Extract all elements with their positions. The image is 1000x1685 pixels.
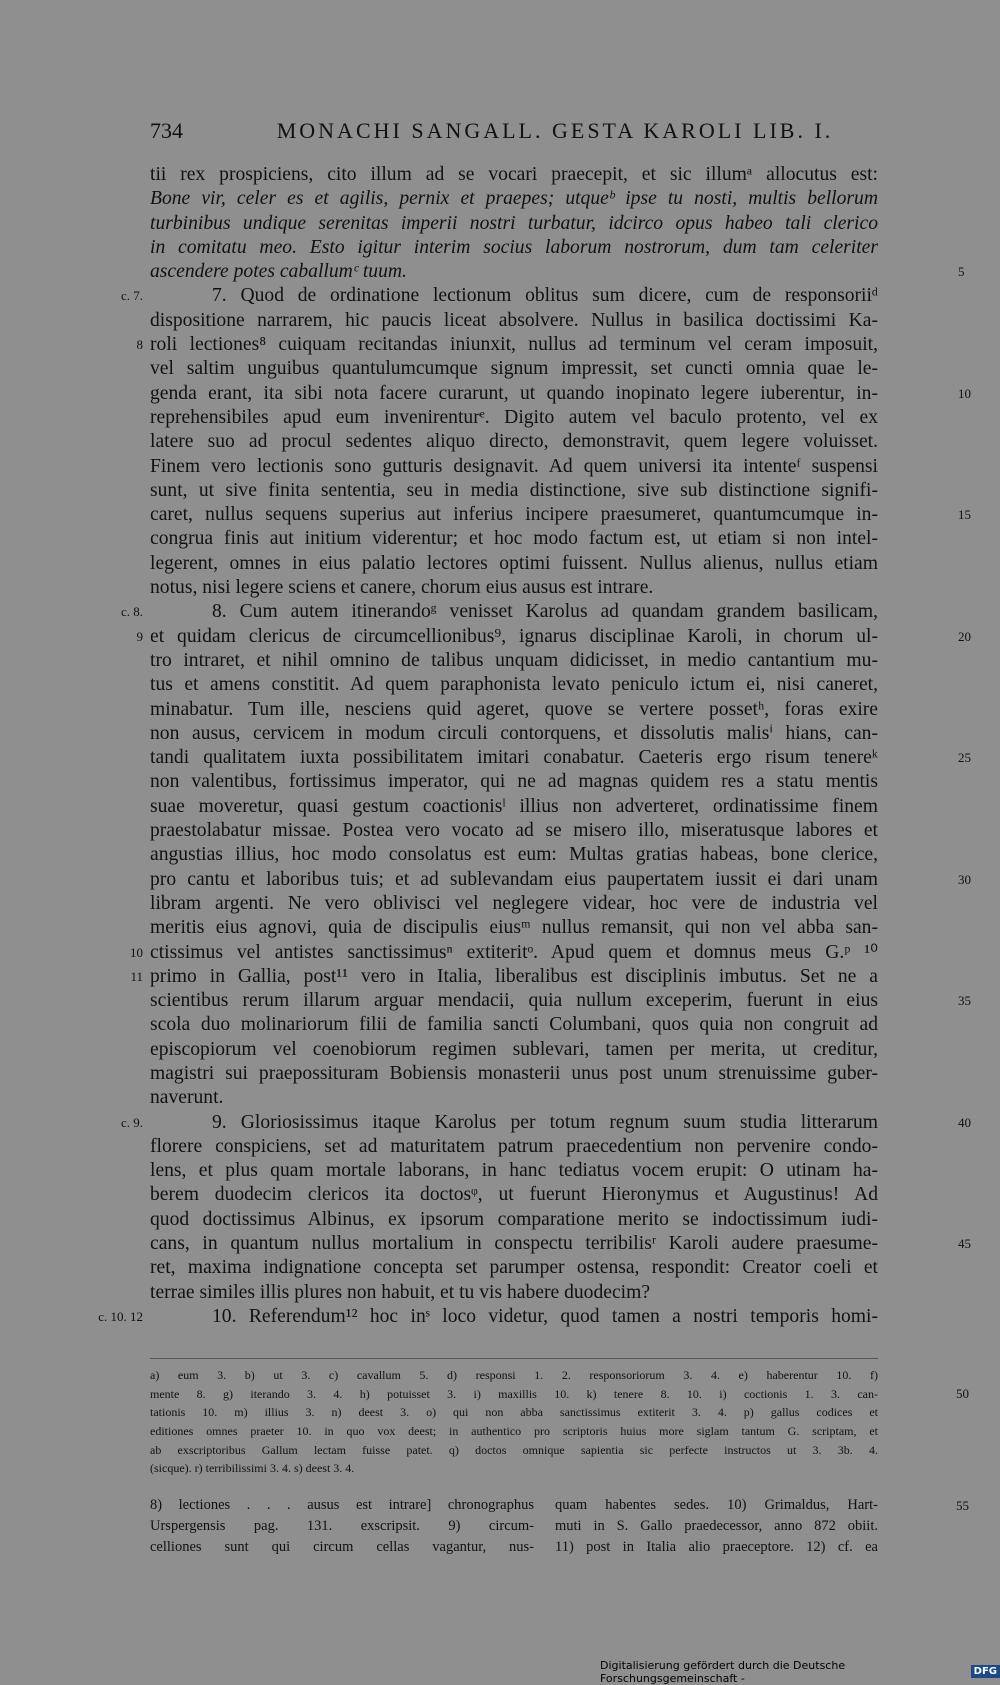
- text-line: [150, 430, 960, 454]
- running-title: MONACHI SANGALL. GESTA KAROLI LIB. I.: [276, 118, 834, 143]
- line-number: 55: [956, 1498, 969, 1513]
- line-number: 25: [958, 750, 971, 766]
- note-left-column: 8) lectiones . . . ausus est intrare] chronographus: [150, 1497, 534, 1513]
- line-text: tandi qualitatem iuxta possibilitatem imitari conabatur. Caeteris ergo risum tenereᵏ: [150, 747, 878, 769]
- footer-text: Digitalisierung gefördert durch die Deutsche Forschungsgemeinschaft -: [600, 1658, 846, 1685]
- line-text: caret, nullus sequens superius aut inferius incipere praesumeret, quantumcumque in-: [150, 504, 878, 526]
- text-line: [150, 309, 960, 333]
- text-line: [150, 1086, 960, 1110]
- footnote-line: [150, 1422, 950, 1441]
- line-text: suae moveretur, quasi gestum coactionisˡ illius non adverteret, ordinatissime finem: [150, 795, 878, 817]
- text-line: [150, 382, 971, 406]
- text-line: [150, 455, 960, 479]
- footnote-divider: [150, 1358, 878, 1359]
- left-margin-note: c. 10. 12: [98, 1308, 143, 1324]
- note-left-column: celliones sunt qui circum cellas vagantur, nus-: [150, 1539, 534, 1555]
- text-line: [150, 1135, 960, 1159]
- line-text: tii rex prospiciens, cito illum ad se vocari praecepit, et sic illumᵃ allocutus est:: [150, 164, 878, 185]
- text-line: [150, 212, 960, 236]
- line-text: scientibus rerum illarum arguar mendacii, quia nullum exceperim, fuerunt in eius: [150, 990, 878, 1012]
- dfg-logo: DFG: [971, 1665, 1000, 1678]
- text-line: [150, 1183, 960, 1207]
- line-text: non ausus, cervicem in modum circuli contorquens, et dissolutis malisⁱ hians, can-: [150, 722, 878, 744]
- footnote-line: [150, 1459, 950, 1478]
- line-number: 35: [958, 993, 971, 1009]
- line-text: libram argenti. Ne vero oblivisci vel neglegere videar, hoc vere de industria vel: [150, 892, 878, 914]
- text-line: [150, 1038, 960, 1062]
- editorial-notes: [150, 1495, 969, 1558]
- line-text: 8. Cum autem itinerandoᵍ venisset Karolus ad quandam grandem basilicam,: [212, 601, 878, 623]
- text-line: [150, 503, 971, 527]
- line-text: notus, nisi legere sciens et canere, chorum eius ausus est intrare.: [150, 577, 654, 599]
- text-line: [150, 1256, 960, 1280]
- line-text: primo in Gallia, post¹¹ vero in Italia, liberalibus est disciplinis imbutus. Set ne a: [150, 965, 878, 987]
- line-text: terrae similes illis plures non habuit, et tu vis habere duodecim?: [150, 1281, 651, 1303]
- line-text: Bone vir, celer es et agilis, pernix et praepes; utqueᵇ ipse tu nosti, multis bellorum: [150, 188, 878, 210]
- text-line: [150, 649, 960, 673]
- text-line: [150, 236, 960, 260]
- note-left-column: Urspergensis pag. 131. exscripsit. 9) circum-: [150, 1518, 534, 1534]
- text-line: [130, 941, 960, 965]
- line-text: legerent, omnes in eius palatio lectores optimi fuissent. Nullus alienus, nullus etiam: [150, 552, 878, 574]
- text-line: [98, 1305, 960, 1329]
- note-right-column: quam habentes sedes. 10) Grimaldus, Hart-: [555, 1497, 878, 1513]
- text-line: [150, 916, 960, 940]
- text-line: [150, 819, 960, 843]
- text-line: [136, 625, 971, 649]
- text-line: [150, 1281, 960, 1305]
- line-text: lens, et plus quam mortale laborans, in hanc tediatus vocem erupit: O utinam ha-: [150, 1160, 878, 1182]
- line-text: florere conspiciens, set ad maturitatem patrum praecedentium non pervenire condo-: [150, 1135, 878, 1157]
- line-text: congrua finis aut initium viderentur; et hoc modo factum est, ut etiam si non intel-: [150, 528, 878, 550]
- line-number: 50: [956, 1385, 969, 1401]
- text-line: [150, 260, 965, 284]
- text-line: [150, 406, 960, 430]
- text-line: [120, 600, 960, 624]
- line-text: latere suo ad procul sedentes aliquo directo, demonstravit, quem legere voluisset.: [150, 431, 878, 453]
- text-line: [150, 527, 960, 551]
- line-text: ctissimus vel antistes sanctissimusⁿ extiteritᵒ. Apud quem et domnus meus G.ᵖ ¹⁰: [150, 941, 878, 963]
- line-number: 5: [958, 264, 965, 280]
- line-text: episcopiorum vel coenobiorum regimen sublevari, tamen per merita, ut creditur,: [150, 1038, 878, 1060]
- note-row: [150, 1516, 950, 1537]
- line-text: mente 8. g) iterando 3. 4. h) potuisset 3. i) maxillis 10. k) tenere 8. 10. i) coctionis 1. 3. can-: [150, 1386, 878, 1401]
- line-text: naverunt.: [150, 1087, 224, 1109]
- line-text: tus et amens constitit. Ad quem paraphonista levato peniculo ictum ei, nisi caneret,: [150, 674, 878, 696]
- text-line: [150, 1159, 960, 1183]
- text-line: [120, 284, 960, 308]
- line-text: sunt, ut sive finita sententia, seu in media distinctione, sive sub distinctione signifi-: [150, 479, 878, 501]
- line-text: et quidam clericus de circumcellionibus⁹, ignarus disciplinae Karoli, in chorum ul-: [150, 625, 878, 647]
- line-text: (sicque). r) terribilissimi 3. 4. s) deest 3. 4.: [150, 1461, 355, 1476]
- text-line: [150, 989, 971, 1013]
- text-line: [150, 1013, 960, 1037]
- text-line: [150, 1208, 960, 1232]
- line-text: dispositione narrarem, hic paucis liceat absolvere. Nullus in basilica doctissimi Ka-: [150, 309, 878, 331]
- text-line: [150, 357, 960, 381]
- text-line: [150, 698, 960, 722]
- line-number: 40: [958, 1114, 971, 1130]
- line-text: ab exscriptoribus Gallum lectam fuisse patet. q) doctos omnique sapientia sic perfecte instructos ut 3. 3b. 4.: [150, 1442, 878, 1457]
- line-text: in comitatu meo. Esto igitur interim socius laborum nostrorum, dum tam celeriter: [150, 236, 878, 258]
- left-margin-note: 8: [136, 337, 143, 353]
- text-line: [130, 965, 960, 989]
- text-line: [150, 576, 960, 600]
- line-text: 10. Referendum¹² hoc inˢ loco videtur, quod tamen a nostri temporis homi-: [212, 1305, 878, 1327]
- text-line: [150, 892, 960, 916]
- text-line: [150, 746, 971, 770]
- page-number: 734: [150, 118, 183, 143]
- note-right-column: muti in S. Gallo praedecessor, anno 872 obiit.: [555, 1518, 878, 1534]
- left-margin-note: c. 8.: [120, 604, 143, 620]
- text-line: [150, 479, 960, 503]
- text-line: [150, 187, 960, 211]
- critical-apparatus: [150, 1366, 969, 1478]
- line-text: scola duo molinariorum filii de familia sancti Columbani, quos quia non congruit ad: [150, 1014, 878, 1036]
- line-number: 20: [958, 628, 971, 644]
- text-line: [150, 722, 960, 746]
- footnote-line: [150, 1403, 950, 1422]
- text-line: [136, 333, 960, 357]
- text-line: [150, 1232, 971, 1256]
- line-text: angustias illius, hoc modo consolatus est eum: Multas gratias habeas, bone clerice,: [150, 844, 878, 866]
- line-text: editiones omnes praeter 10. in quo vox deest; in authentico pro scriptoris huius more siglam tantum G. scriptam, et: [150, 1424, 878, 1439]
- left-margin-note: 11: [130, 968, 143, 984]
- line-text: vel saltim unguibus quantulumcumque signum impressit, set cuncti omnia quae le-: [150, 358, 878, 380]
- line-text: quod doctissimus Albinus, ex ipsorum comparatione merito se indoctissimum iudi-: [150, 1208, 878, 1230]
- text-line: [150, 552, 960, 576]
- text-line: [150, 868, 971, 892]
- line-text: a) eum 3. b) ut 3. c) cavallum 5. d) responsi 1. 2. responsoriorum 3. 4. e) haberentur 10. f): [150, 1368, 878, 1382]
- line-text: Finem vero lectionis sono gutturis designavit. Ad quem universi ita intenteᶠ suspensi: [150, 455, 878, 477]
- note-row: [150, 1537, 950, 1558]
- line-text: ascendere potes caballumᶜ tuum.: [150, 261, 407, 283]
- line-text: cans, in quantum nullus mortalium in conspectu terribilisʳ Karoli audere praesume-: [150, 1233, 878, 1255]
- footnote-line: [150, 1385, 969, 1404]
- line-text: 7. Quod de ordinatione lectionum oblitus sum dicere, cum de responsoriiᵈ: [212, 285, 878, 307]
- line-number: 45: [958, 1236, 971, 1252]
- line-text: genda erant, ita sibi nota facere curarunt, ut quando inopinato legere iuberentur, in-: [150, 382, 878, 404]
- line-text: non valentibus, fortissimus imperator, qui ne ad magnas quidem res a statu mentis: [150, 771, 878, 793]
- left-margin-note: c. 9.: [120, 1114, 143, 1130]
- footnote-line: [150, 1366, 950, 1385]
- footnote-line: [150, 1441, 950, 1460]
- line-number: 10: [958, 385, 971, 401]
- line-text: pro cantu et laboribus tuis; et ad sublevandam eius paupertatem iussit ei dari unam: [150, 868, 878, 890]
- line-number: 15: [958, 507, 971, 523]
- page-header: [150, 118, 880, 144]
- line-text: 9. Gloriosissimus itaque Karolus per totum regnum suum studia litterarum: [212, 1111, 878, 1133]
- note-right-column: 11) post in Italia alio praeceptore. 12) cf. ea: [555, 1539, 878, 1555]
- text-line: [150, 843, 960, 867]
- line-text: magistri sui praepossituram Bobiensis monasterii unus post unum strenuissime guber-: [150, 1062, 878, 1084]
- note-row: [150, 1495, 969, 1516]
- line-text: tro intraret, et nihil omnino de talibus unquam didicisset, in medio cantantium mu-: [150, 649, 878, 671]
- left-margin-note: 10: [130, 944, 143, 960]
- text-line: [120, 1111, 971, 1135]
- left-margin-note: c. 7.: [120, 288, 143, 304]
- left-margin-note: 9: [136, 628, 143, 644]
- text-line: [150, 1062, 960, 1086]
- main-text: [98, 163, 971, 1329]
- line-text: minabatur. Tum ille, nesciens quid ageret, quove se vertere possetʰ, foras exire: [150, 698, 878, 720]
- digitization-footer: [600, 1658, 1000, 1685]
- text-line: [150, 770, 960, 794]
- text-line: [150, 163, 960, 187]
- line-text: meritis eius agnovi, quia de discipulis eiusᵐ nullus remansit, qui non vel abba san-: [150, 917, 878, 939]
- line-text: turbinibus undique serenitas imperii nostri turbatur, idcirco opus habeo tali clerico: [150, 212, 878, 234]
- line-text: berem duodecim clericos ita doctosᵠ, ut fuerunt Hieronymus et Augustinus! Ad: [150, 1184, 878, 1206]
- text-line: [150, 795, 960, 819]
- line-text: ret, maxima indignatione concepta set parumper ostensa, respondit: Creator coeli et: [150, 1257, 878, 1279]
- line-text: praestolabatur missae. Postea vero vocato ad se misero illo, miseratusque labores et: [150, 820, 878, 842]
- text-line: [150, 673, 960, 697]
- line-number: 30: [958, 871, 971, 887]
- line-text: tationis 10. m) illius 3. n) deest 3. o) qui non abba sanctissimus extiterit 3. 4. p) gallus codices et: [150, 1405, 878, 1420]
- line-text: reprehensibiles apud eum invenirenturᵉ. Digito autem vel baculo protento, vel ex: [150, 406, 878, 428]
- line-text: roli lectiones⁸ cuiquam recitandas iniunxit, nullus ad terminum vel ceram imposuit,: [150, 334, 878, 356]
